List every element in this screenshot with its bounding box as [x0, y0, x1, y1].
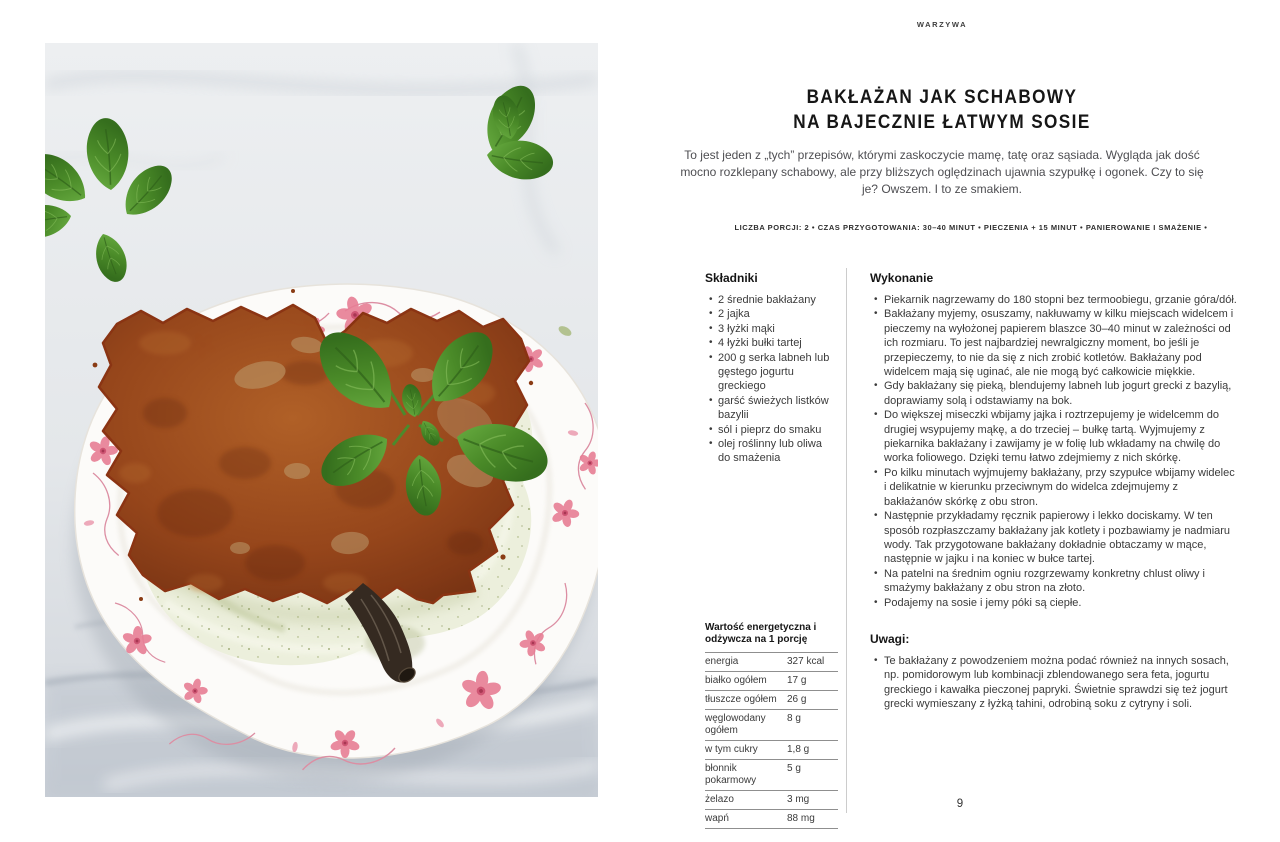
nutrition-value: 8 g [787, 710, 838, 741]
preparation-heading: Wykonanie [870, 271, 934, 285]
page-number: 9 [956, 798, 964, 810]
recipe-meta: LICZBA PORCJI: 2 • CZAS PRZYGOTOWANIA: 30–40 MINUT • PIECZENIA + 15 MINUT • PANIEROWANIE I SMAŻENIE • [734, 223, 1208, 232]
notes-section [870, 632, 1238, 712]
nutrition-value: 26 g [787, 691, 838, 710]
recipe-intro: To jest jeden z „tych” przepisów, którymi zaskoczycie mamę, tatę oraz sąsiada. Wygląda jak dość mocno rozklepany schabowy, ale przy bliższych oględzinach ujawnia szypułkę i ogonek. Czy to się je? Owszem. I to ze smakiem. [680, 148, 1204, 196]
ingredients-heading: Składniki [705, 271, 758, 285]
ingredient-item: • 3 łyżki mąki [705, 322, 837, 336]
column-divider [846, 268, 847, 813]
nutrition-row [705, 760, 838, 791]
nutrition-value: 3 mg [787, 791, 838, 810]
preparation-step: • Po kilku minutach wyjmujemy bakłażany, przy szypułce wbijamy widelec i delikatnie w kierunku przeciwnym do widelca zdejmujemy z bakłażanów skórkę z obu stron. [870, 466, 1238, 509]
preparation-step: • Podajemy na sosie i jemy póki są ciepłe. [870, 596, 1238, 610]
nutrition-row [705, 691, 838, 710]
nutrition-value: 5 g [787, 760, 838, 791]
nutrition-label: białko ogółem [705, 672, 787, 691]
ingredient-item: • 4 łyżki bułki tartej [705, 336, 837, 350]
ingredient-item: • 200 g serka labneh lub gęstego jogurtu greckiego [705, 351, 837, 394]
ingredient-item: • garść świeżych listków bazylii [705, 394, 837, 423]
ingredient-item: • olej roślinny lub oliwa do smażenia [705, 437, 837, 466]
preparation-step: • Piekarnik nagrzewamy do 180 stopni bez termoobiegu, grzanie góra/dół. [870, 293, 1238, 307]
preparation-step: • Gdy bakłażany się pieką, blendujemy labneh lub jogurt grecki z bazylią, doprawiamy solą i odstawiamy na bok. [870, 379, 1238, 408]
notes-list [870, 654, 1238, 712]
preparation-steps [870, 293, 1238, 610]
nutrition-label: energia [705, 653, 787, 672]
nutrition-label: węglowodany ogółem [705, 710, 787, 741]
nutrition-value: 17 g [787, 672, 838, 691]
nutrition-value: 1,8 g [787, 741, 838, 760]
ingredients-section [705, 271, 837, 466]
nutrition-label: wapń [705, 810, 787, 829]
nutrition-label: tłuszcze ogółem [705, 691, 787, 710]
nutrition-row [705, 710, 838, 741]
ingredient-item: • 2 średnie bakłażany [705, 293, 837, 307]
note-item: • Te bakłażany z powodzeniem można podać również na innych sosach, np. pomidorowym lub kombinacji zblendowanego sera feta, jogurtu greckiego i kawałka pieczonej papryki. Świetnie sprawdzi się też jogurt grecki wymieszany z łyżką tahini, odrobiną soku z cytryny i soli. [870, 654, 1238, 712]
nutrition-row [705, 810, 838, 829]
nutrition-value: 88 mg [787, 810, 838, 829]
preparation-step: • Następnie przykładamy ręcznik papierowy i lekko dociskamy. W ten sposób rozpłaszczamy bakłażany jak kotlety i pozbawiamy je nadmiaru wody. Tak przygotowane bakłażany dokładnie obtaczamy w mące, następnie w jajku i na koniec w bułce tartej. [870, 509, 1238, 567]
recipe-title-line2: NA BAJECZNIE ŁATWYM SOSIE [793, 111, 1091, 133]
nutrition-label: w tym cukry [705, 741, 787, 760]
section-kicker: WARZYWA [916, 20, 968, 29]
nutrition-value: 327 kcal [787, 653, 838, 672]
recipe-title [643, 85, 1241, 135]
ingredient-item: • 2 jajka [705, 307, 837, 321]
nutrition-label: błonnik pokarmowy [705, 760, 787, 791]
preparation-step: • Do większej miseczki wbijamy jajka i roztrzepujemy je widelcemm do drugiej wsypujemy mąkę, a do trzeciej – bułkę tartą. Wyjmujemy z piekarnika bakłażany i zawijamy je w folię lub wkładamy na chwilę do worka foliowego. Dzięki temu łatwo zdejmiemy z nich skórkę. [870, 408, 1238, 466]
preparation-section [870, 271, 1238, 712]
nutrition-row [705, 672, 838, 691]
nutrition-caption: Wartość energetyczna i odżywcza na 1 porcję [705, 622, 817, 645]
preparation-step: • Bakłażany myjemy, osuszamy, nakłuwamy w kilku miejscach widelcem i pieczemy na wyłożonej papierem blaszce 30–40 minut w zależności od ich rozmiaru. To jest najbardziej newralgiczny moment, bo jeśli je przepieczemy, to nie da się z nich zrobić kotletów. Bakłażany pod widelcem mają się uginać, ale nie mogą być całkowicie miękkie. [870, 307, 1238, 379]
ingredient-item: • sól i pieprz do smaku [705, 423, 837, 437]
nutrition-label: żelazo [705, 791, 787, 810]
nutrition-row [705, 741, 838, 760]
ingredients-list [705, 293, 837, 466]
preparation-step: • Na patelni na średnim ogniu rozgrzewamy konkretny chlust oliwy i smażymy bakłażany z obu stron na złoto. [870, 567, 1238, 596]
nutrition-row [705, 653, 838, 672]
recipe-title-line1: BAKŁAŻAN JAK SCHABOWY [806, 86, 1078, 108]
recipe-photo [45, 43, 598, 797]
notes-heading: Uwagi: [870, 631, 910, 646]
